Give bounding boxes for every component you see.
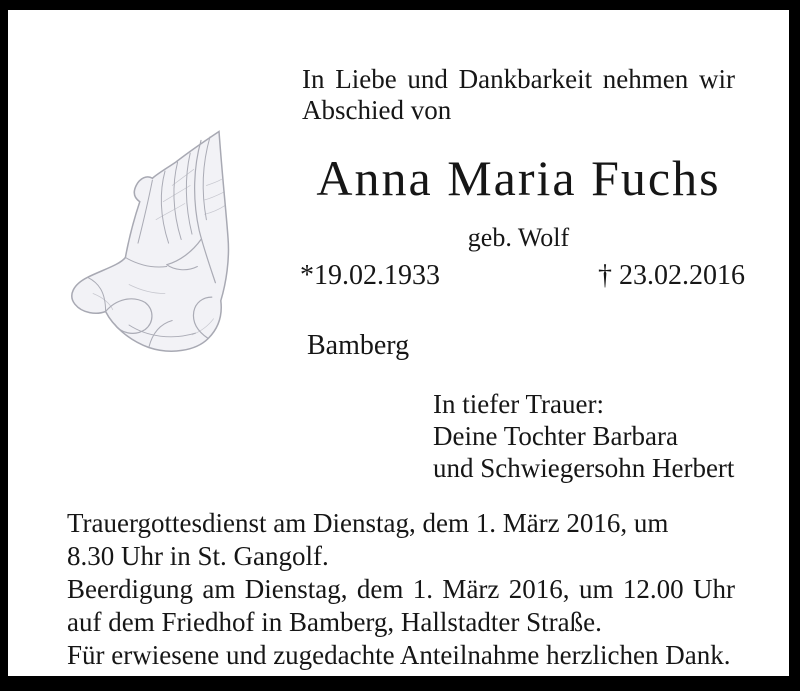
intro-text [302,64,735,126]
deceased-name: Anna Maria Fuchs [316,150,721,206]
birth-date: *19.02.1933 [300,260,440,291]
funeral-details-line: Trauergottesdienst am Dienstag, dem 1. März 2016, um [67,508,669,538]
funeral-details-line: Beerdigung am Dienstag, dem 1. März 2016, um 12.00 Uhr [67,574,735,604]
intro-line: Abschied von [302,95,452,125]
city: Bamberg [307,330,410,361]
funeral-details [67,507,735,672]
mourners-line: Deine Tochter Barbara [433,421,678,451]
funeral-details-line: auf dem Friedhof in Bamberg, Hallstadter Straße. [67,607,602,637]
maiden-name: geb. Wolf [467,223,570,252]
mourners-line: In tiefer Trauer: [433,389,604,419]
mourners-line: und Schwiegersohn Herbert [433,453,735,483]
funeral-details-line: 8.30 Uhr in St. Gangolf. [67,541,329,571]
life-dates [300,260,745,292]
death-date: † 23.02.2016 [598,260,745,291]
funeral-details-line: Für erwiesene und zugedachte Anteilnahme herzlichen Dank. [67,640,731,670]
intro-line: In Liebe und Dankbarkeit nehmen wir [302,64,735,94]
praying-hands-icon [66,122,246,366]
mourners-block [433,388,734,484]
